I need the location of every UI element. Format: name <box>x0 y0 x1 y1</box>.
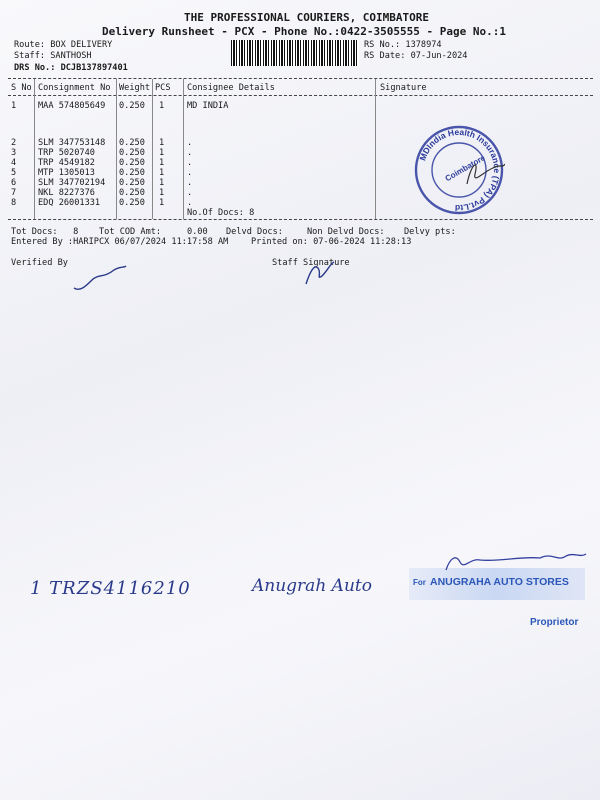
row-details: . <box>187 168 193 178</box>
rs-date: RS Date: 07-Jun-2024 <box>364 51 468 61</box>
drs-number: DRS No.: DCJB137897401 <box>14 63 128 73</box>
row-sno: 6 <box>11 178 17 188</box>
col-signature: Signature <box>380 83 427 93</box>
row-weight: 0.250 <box>119 148 145 158</box>
row-sno: 8 <box>11 198 17 208</box>
rs-number: RS No.: 1378974 <box>364 40 442 50</box>
printed-on: Printed on: 07-06-2024 11:28:13 <box>251 237 412 247</box>
tot-docs: Tot Docs: 8 <box>11 227 79 237</box>
row-weight: 0.250 <box>119 101 145 111</box>
stamp-company: ANUGRAHA AUTO STORES <box>430 576 569 588</box>
divider <box>8 95 593 96</box>
divider <box>8 78 593 79</box>
row-details: . <box>187 178 193 188</box>
proprietor-label: Proprietor <box>530 617 579 628</box>
delvd-docs: Delvd Docs: <box>226 227 283 237</box>
row-consignment: MTP 1305013 <box>38 168 95 178</box>
col-consignee: Consignee Details <box>187 83 275 93</box>
barcode <box>231 40 359 66</box>
row-consignment: EDQ 26001331 <box>38 198 101 208</box>
column-rule <box>183 79 184 219</box>
row-weight: 0.250 <box>119 138 145 148</box>
row-consignment: SLM 347753148 <box>38 138 106 148</box>
mdindia-stamp <box>413 124 505 216</box>
staff-signature <box>300 258 340 288</box>
svg-text:MDIndia Health Insurance (TPA): MDIndia Health Insurance (TPA) Pvt.Ltd <box>417 126 503 214</box>
row-details: . <box>187 138 193 148</box>
row-pcs: 1 <box>159 178 165 188</box>
svg-text:Coimbatore: Coimbatore <box>443 153 487 184</box>
row-weight: 0.250 <box>119 168 145 178</box>
row-pcs: 1 <box>159 168 165 178</box>
row-details: MD INDIA <box>187 101 229 111</box>
row-sno: 2 <box>11 138 17 148</box>
column-rule <box>152 79 153 219</box>
row-consignment: MAA 574805649 <box>38 101 106 111</box>
column-rule <box>116 79 117 219</box>
verified-by-label: Verified By <box>11 258 68 268</box>
delvy-pts: Delvy pts: <box>404 227 456 237</box>
proprietor-signature <box>440 548 590 578</box>
row-pcs: 1 <box>159 158 165 168</box>
col-weight: Weight <box>119 83 151 93</box>
non-delvd-docs: Non Delvd Docs: <box>307 227 385 237</box>
stamp-for: For <box>413 578 426 587</box>
row-details: . <box>187 188 193 198</box>
row-details: . <box>187 158 193 168</box>
row-details: . <box>187 148 193 158</box>
handwritten-name: Anugrah Auto <box>252 576 372 596</box>
row-sno: 5 <box>11 168 17 178</box>
runsheet-subtitle: Delivery Runsheet - PCX - Phone No.:0422-3505555 - Page No.:1 <box>102 25 506 38</box>
divider <box>8 219 593 220</box>
row-pcs: 1 <box>159 148 165 158</box>
col-sno: S No <box>11 83 32 93</box>
col-consignment: Consignment No <box>38 83 111 93</box>
row-details: . <box>187 198 193 208</box>
row-sno: 7 <box>11 188 17 198</box>
tot-cod: Tot COD Amt: 0.00 <box>99 227 208 237</box>
row-weight: 0.250 <box>119 198 145 208</box>
row-sno: 1 <box>11 101 17 111</box>
row-consignment: TRP 5020740 <box>38 148 95 158</box>
col-pcs: PCS <box>155 83 171 93</box>
row-pcs: 1 <box>159 198 165 208</box>
row-weight: 0.250 <box>119 158 145 168</box>
verifier-signature <box>70 262 130 294</box>
no-of-docs: No.Of Docs: 8 <box>187 208 255 218</box>
company-title: THE PROFESSIONAL COURIERS, COIMBATORE <box>184 11 430 24</box>
row-weight: 0.250 <box>119 188 145 198</box>
row-sno: 4 <box>11 158 17 168</box>
staff-signature-label: Staff Signature <box>272 258 350 268</box>
staff-label: Staff: SANTHOSH <box>14 51 92 61</box>
row-consignment: TRP 4549182 <box>38 158 95 168</box>
column-rule <box>375 79 376 219</box>
row-weight: 0.250 <box>119 178 145 188</box>
row-pcs: 1 <box>159 138 165 148</box>
handwritten-number: 1 TRZS4116210 <box>30 578 191 599</box>
column-rule <box>34 79 35 219</box>
route-label: Route: BOX DELIVERY <box>14 40 113 50</box>
row-pcs: 1 <box>159 101 165 111</box>
row-pcs: 1 <box>159 188 165 198</box>
row-consignment: SLM 347702194 <box>38 178 106 188</box>
row-sno: 3 <box>11 148 17 158</box>
row-consignment: NKL 8227376 <box>38 188 95 198</box>
entered-by: Entered By :HARIPCX 06/07/2024 11:17:58 AM <box>11 237 229 247</box>
